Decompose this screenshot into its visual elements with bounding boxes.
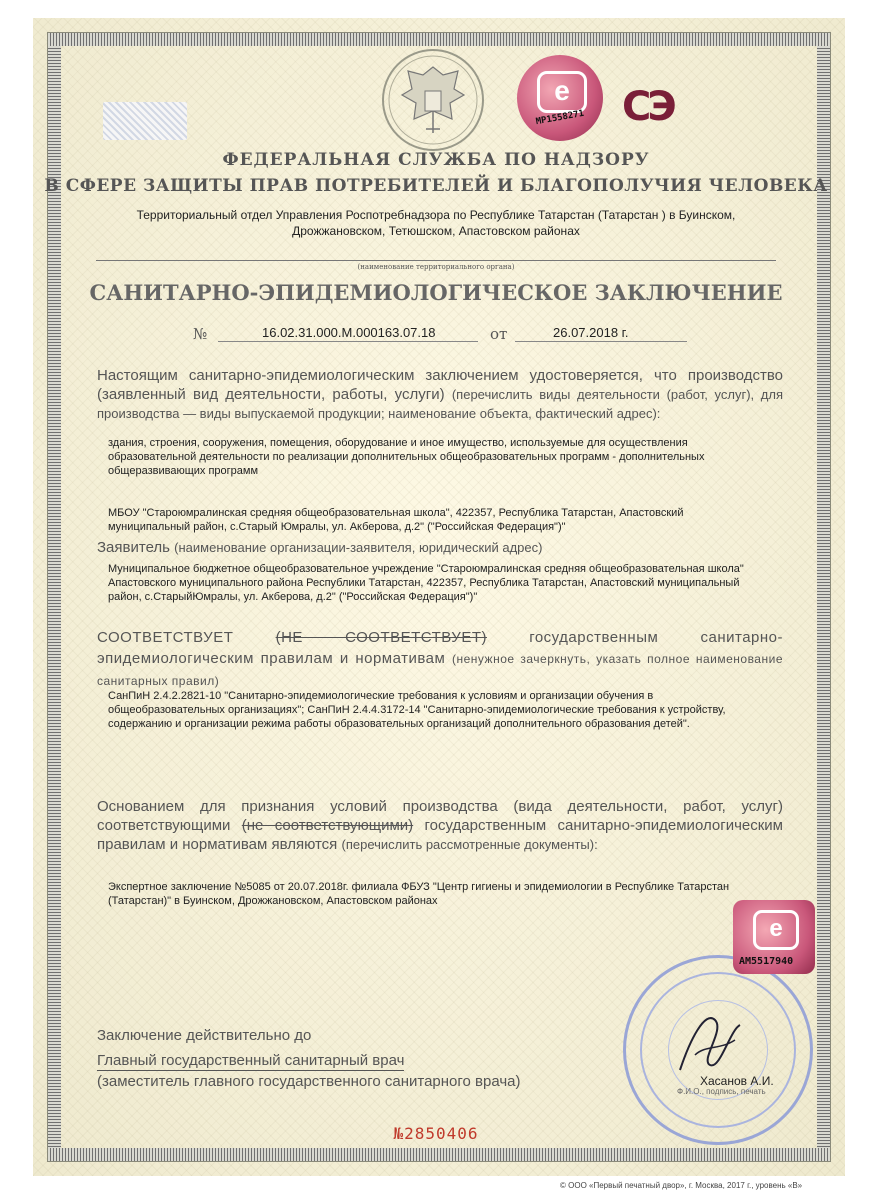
document-title: САНИТАРНО-ЭПИДЕМИОЛОГИЧЕСКОЕ ЗАКЛЮЧЕНИЕ: [89, 280, 783, 305]
blank-serial-number: №2850406: [393, 1124, 479, 1143]
signature-caption: Ф.И.О., подпись, печать: [677, 1087, 766, 1096]
signature-icon: [670, 1000, 750, 1080]
security-pattern: [103, 102, 187, 140]
basis-struck: (не соответствующими): [241, 817, 414, 834]
date-underline: [515, 341, 687, 342]
basis-text-b: государственным санитарно-эпидемиологическим правилам и нормативам являются: [97, 817, 783, 853]
territorial-department: Территориальный отдел Управления Роспотребнадзора по Республике Татарстан (Татарстан ) в Буинском, Дрожжановском, Тетюшском, Апастовском районах: [136, 208, 736, 238]
applicant-heading: [97, 538, 542, 557]
not-complies-struck: (НЕ СООТВЕТСТВУЕТ): [275, 629, 487, 646]
intro-text: Настоящим санитарно-эпидемиологическим заключением удостоверяется, что производство (заявленный вид деятельности, работы, услуги): [97, 367, 783, 403]
valid-until-label: Заключение действительно до: [97, 1027, 312, 1044]
basis-paragraph: [97, 797, 783, 854]
agency-name-line2: В СФЕРЕ ЗАЩИТЫ ПРАВ ПОТРЕБИТЕЛЕЙ И БЛАГОПОЛУЧИЯ ЧЕЛОВЕКА: [44, 176, 828, 196]
complies-rest: государственным санитарно-эпидемиологическим правилам и нормативам: [97, 629, 783, 667]
hologram-sticker-2: [733, 900, 815, 974]
hologram-number-2: АМ5517940: [739, 956, 794, 967]
sanitary-rules: СанПиН 2.4.2.2821-10 "Санитарно-эпидемиологические требования к условиям и организации обучения в общеобразовательных организациях"; СанПиН 2.4.4.3172-14 "Санитарно-эпидемиологические требования к устройству, содержанию и организации режима работы образовательных организаций дополнительного образования детей".: [108, 690, 726, 730]
applicant-hint: (наименование организации-заявителя, юридический адрес): [174, 540, 543, 555]
document-number: 16.02.31.000.М.000163.07.18: [262, 325, 436, 340]
complies-hint: (ненужное зачеркнуть, указать полное наименование санитарных правил): [97, 652, 783, 688]
hologram-mark-icon: e: [753, 910, 799, 950]
printer-imprint: © ООО «Первый печатный двор», г. Москва, 2017 г., уровень «В»: [560, 1181, 803, 1190]
date-label: от: [490, 325, 508, 343]
basis-text-a: Основанием для признания условий производства (вида деятельности, работ, услуг) соответствующими: [97, 798, 783, 834]
se-conformity-mark-icon: СЭ: [622, 84, 673, 130]
intro-hint: (перечислить виды деятельности (работ, услуг), для производства — виды выпускаемой продукции; наименование объекта, фактический адрес):: [97, 387, 784, 421]
hologram-number: МР1558271: [535, 108, 585, 128]
coat-of-arms-emblem: [378, 45, 488, 155]
object-address: МБОУ "Староюмралинская средняя общеобразовательная школа", 422357, Республика Татарстан, Апастовский муниципальный район, с.Старый Юмралы, ул. Акберова, д.2" ("Российская Федерация")": [108, 507, 684, 533]
hologram-mark-icon: e: [537, 71, 587, 113]
expert-conclusion: Экспертное заключение №5085 от 20.07.2018г. филиала ФБУЗ "Центр гигиены и эпидемиологии в Республике Татарстан (Татарстан)" в Буинском, Дрожжановском, Апастовском районах: [108, 881, 730, 907]
hologram-sticker: [517, 55, 603, 141]
department-caption: (наименование территориального органа): [357, 263, 515, 271]
divider: [96, 260, 776, 261]
document-date: 26.07.2018 г.: [553, 325, 629, 340]
chief-doctor-label: Главный государственный санитарный врач: [97, 1052, 405, 1069]
complies-word: СООТВЕТСТВУЕТ: [97, 629, 234, 646]
deputy-label: (заместитель главного государственного санитарного врача): [97, 1073, 521, 1090]
number-label: №: [193, 325, 208, 343]
basis-hint: (перечислить рассмотренные документы):: [341, 837, 598, 852]
number-underline: [218, 341, 478, 342]
applicant-label: Заявитель: [97, 539, 170, 556]
compliance-statement: [97, 627, 783, 692]
agency-name-line1: ФЕДЕРАЛЬНАЯ СЛУЖБА ПО НАДЗОРУ: [222, 150, 650, 170]
intro-paragraph: [97, 366, 783, 423]
activity-description: здания, строения, сооружения, помещения, оборудование и иное имущество, используемые для осуществления образовательной деятельности по реализации дополнительных общеобразовательных программ - дополнительных общеразвивающих программ: [108, 437, 705, 477]
applicant-details: Муниципальное бюджетное общеобразовательное учреждение "Староюмралинская средняя общеобразовательная школа" Апастовского муниципального района Республики Татарстан, 422357, Республика Татарстан, Апастовский муниципальный район, с.СтарыйЮмралы, ул. Акберова, д.2" ("Российская Федерация")": [108, 563, 744, 603]
signer-name: Хасанов А.И.: [700, 1074, 774, 1088]
